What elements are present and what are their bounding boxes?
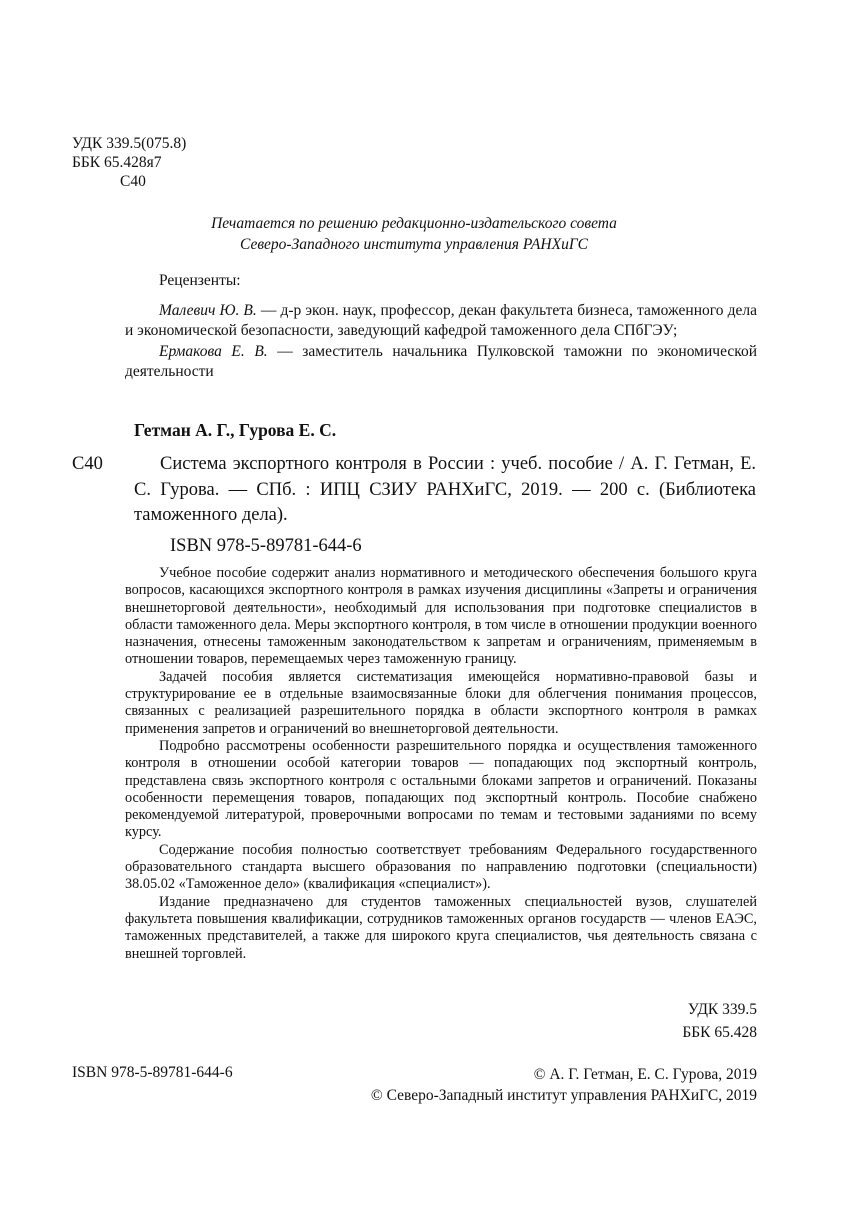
entry-code: С40 (72, 454, 103, 474)
reviewers-heading: Рецензенты: (159, 272, 241, 289)
reviewer-description: — заместитель начальника Пулковской таможни по экономической деятельности (125, 342, 758, 380)
abstract-paragraph: Издание предназначено для студентов таможенных специальностей вузов, слушателей факультета повышения квалификации, сотрудников таможенных органов государств — членов ЕАЭС, таможенных представителей, а также для широкого круга специалистов, чья деятельность связана с внешней торговлей. (125, 893, 757, 962)
author-code: С40 (120, 173, 146, 190)
approval-line-1: Печатается по решению редакционно-издательского совета (211, 215, 617, 232)
abstract (125, 565, 757, 963)
bbk-code: ББК 65.428я7 (72, 154, 162, 171)
isbn: ISBN 978-5-89781-644-6 (170, 536, 362, 556)
reviewer-entry (125, 342, 757, 383)
abstract-paragraph: Содержание пособия полностью соответствует требованиям Федерального государственного образовательного стандарта высшего образования по направлению подготовки (специальности) 38.05.02 «Таможенное дело» (квалификация «специалист»). (125, 841, 757, 893)
approval-line-2: Северо-Западного института управления РАНХиГС (240, 236, 588, 253)
reviewer-description: — д-р экон. наук, профессор, декан факультета бизнеса, таможенного дела и экономической безопасности, заведующий кафедрой таможенного дела СПбГЭУ; (125, 301, 757, 339)
copyright-block (371, 1064, 757, 1106)
short-classification (682, 998, 757, 1044)
copyright-authors: © А. Г. Гетман, Е. С. Гурова, 2019 (533, 1066, 757, 1083)
reviewer-name: Ермакова Е. В. (159, 342, 268, 360)
bibliographic-text: Система экспортного контроля в России : учеб. пособие / А. Г. Гетман, Е. С. Гурова. — СПб. : ИПЦ СЗИУ РАНХиГС, 2019. — 200 с. (Библиотека таможенного дела). (134, 454, 756, 525)
bibliographic-description (134, 452, 756, 529)
reviewer-name: Малевич Ю. В. (159, 301, 257, 319)
abstract-paragraph: Подробно рассмотрены особенности разрешительного порядка и осуществления таможенного контроля в отношении особой категории товаров — попадающих под экспортный контроль, представлена связь экспортного контроля с остальными блоками запретов и ограничений. Показаны особенности перемещения товаров, попадающих под экспортный контроль. Пособие снабжено рекомендуемой литературой, проверочными вопросами по темам и тестовыми заданиями по всему курсу. (125, 737, 757, 841)
bottom-isbn: ISBN 978-5-89781-644-6 (72, 1064, 233, 1081)
copyright-institute: © Северо-Западный институт управления РАНХиГС, 2019 (370, 1087, 757, 1104)
publication-approval (72, 213, 756, 255)
udk-code: УДК 339.5(075.8) (72, 135, 187, 152)
classification-block (72, 134, 186, 191)
abstract-paragraph: Учебное пособие содержит анализ нормативного и методического обеспечения большого круга вопросов, касающихся экспортного контроля в рамках изучения дисциплины «Запреты и ограничения внешнеторговой деятельности», необходимый для использования при подготовке специалистов в области таможенного дела. Меры экспортного контроля, в том числе в отношении продукции военного назначения, отнесены таможенным законодательством к запретам и ограничениям, применяемым в отношении товаров, перемещаемых через таможенную границу. (125, 565, 757, 668)
reviewers-block (125, 271, 757, 383)
reviewer-entry (125, 301, 757, 342)
bbk-short: ББК 65.428 (682, 1024, 757, 1041)
author-heading: Гетман А. Г., Гурова Е. С. (134, 420, 337, 440)
abstract-paragraph: Задачей пособия является систематизация имеющейся нормативно-правовой базы и структурирование ее в отдельные взаимосвязанные блоки для облегчения понимания процессов, связанных с реализацией разрешительного порядка в области экспортного контроля в рамках применения запретов и ограничений во внешнеторговой деятельности. (125, 668, 757, 737)
udk-short: УДК 339.5 (687, 1001, 757, 1018)
